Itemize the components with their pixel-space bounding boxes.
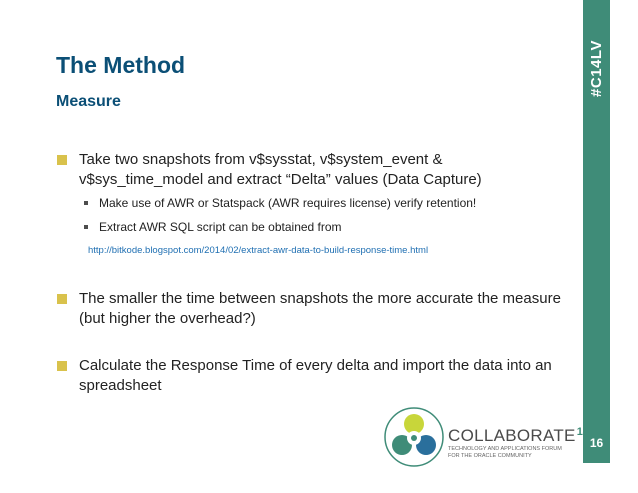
bullet-marker xyxy=(57,361,67,371)
brand-tagline xyxy=(448,446,568,460)
bullet-item xyxy=(57,150,567,190)
bullet-marker xyxy=(57,155,67,165)
brand-name: COLLABORATE xyxy=(448,426,576,445)
sub-bullet-marker xyxy=(84,225,88,229)
sub-bullet-marker xyxy=(84,201,88,205)
brand-tagline-line: FOR THE ORACLE COMMUNITY xyxy=(448,453,532,459)
bullet-text: Calculate the Response Time of every delta and import the data into an spreadsheet xyxy=(79,357,552,394)
bullet-item xyxy=(57,289,567,329)
bullet-text: Take two snapshots from v$sysstat, v$system_event & v$sys_time_model and extract “Delta” values (Data Capture) xyxy=(79,151,482,188)
page-number: 16 xyxy=(589,436,604,450)
slide-subtitle: Measure xyxy=(56,93,121,110)
hashtag-label xyxy=(583,28,610,108)
bullet-text: The smaller the time between snapshots the more accurate the measure (but higher the overhead?) xyxy=(79,290,561,327)
brand-year: 14 xyxy=(576,426,589,438)
sub-bullet-text: Make use of AWR or Statspack (AWR requires license) verify retention! xyxy=(99,196,477,210)
hashtag-text: #C14LV xyxy=(588,39,606,97)
slide-title: The Method xyxy=(56,52,186,78)
sub-bullet-text: Extract AWR SQL script can be obtained from xyxy=(99,220,342,234)
reference-link[interactable]: http://bitkode.blogspot.com/2014/02/extract-awr-data-to-build-response-time.html xyxy=(88,245,429,256)
collaborate-logo-icon xyxy=(384,407,444,467)
sub-bullet-item xyxy=(84,219,342,235)
bullet-item xyxy=(57,356,567,396)
sub-bullet-item xyxy=(84,195,476,211)
brand-tagline-line: TECHNOLOGY AND APPLICATIONS FORUM xyxy=(448,446,562,452)
collaborate-brand xyxy=(448,426,589,446)
bullet-marker xyxy=(57,294,67,304)
